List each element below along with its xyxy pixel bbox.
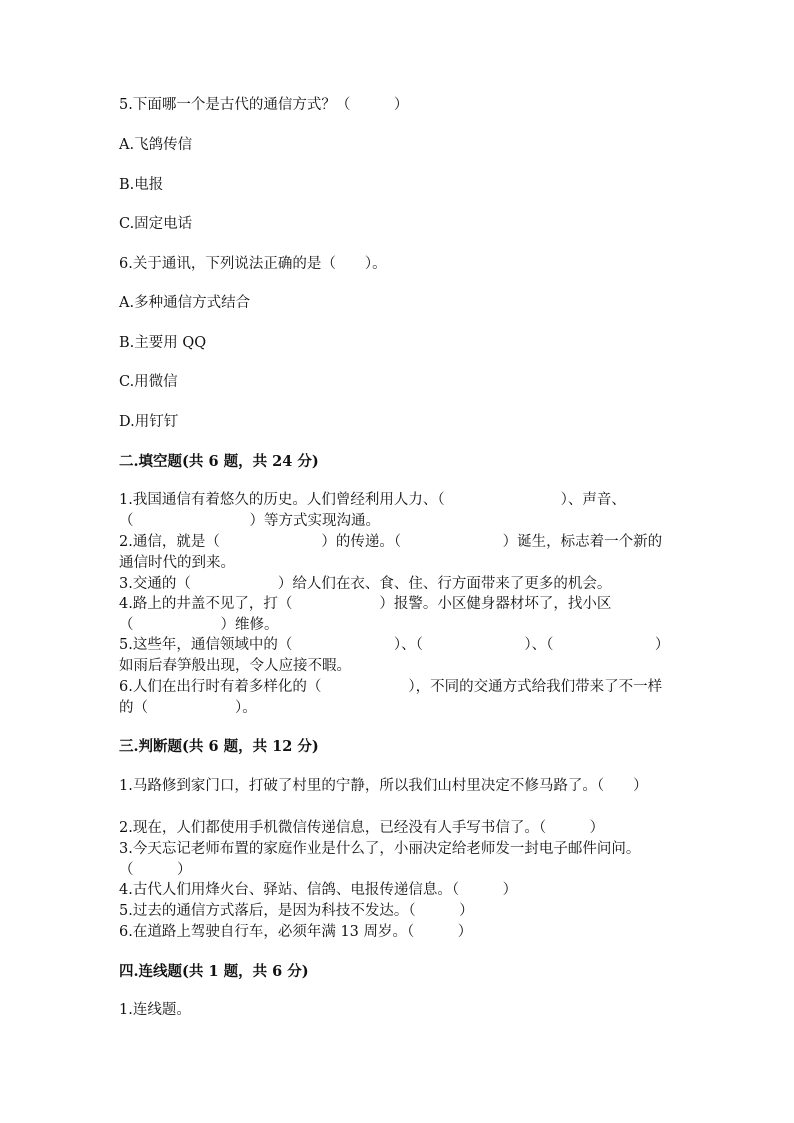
match-item-1: 1.连线题。: [119, 1002, 191, 1018]
section-title-match: 四.连线题(共 1 题，共 6 分): [119, 963, 309, 980]
fill-item-1: 1.我国通信有着悠久的历史。人们曾经利用人力、（ ）、声音、（ ）等方式实现沟通。: [119, 492, 626, 529]
section-title-judge: 三.判断题(共 6 题，共 12 分): [119, 738, 319, 755]
judge-item-3: 3.今天忘记老师布置的家庭作业是什么了，小丽决定给老师发一封电子邮件问问。（ ）: [119, 841, 641, 878]
q6-option-d: D.用钉钉: [119, 414, 179, 430]
q5-option-a: A.飞鸽传信: [119, 137, 193, 153]
q6-stem: 6.关于通讯，下列说法正确的是（ ）。: [119, 256, 387, 272]
q6-option-b: B.主要用 QQ: [119, 335, 207, 351]
fill-item-4: 4.路上的井盖不见了，打（ ）报警。小区健身器材坏了，找小区（ ）维修。: [119, 596, 612, 633]
fill-item-3: 3.交通的（ ）给人们在衣、食、住、行方面带来了更多的机会。: [119, 576, 612, 592]
fill-item-5: 5.这些年，通信领域中的（ ）、（ ）、（ ）如雨后春笋般出现，令人应接不暇。: [119, 637, 670, 674]
judge-item-5: 5.过去的通信方式落后，是因为科技不发达。（ ）: [119, 903, 474, 919]
fill-item-2: 2.通信，就是（ ）的传递。（ ）诞生，标志着一个新的通信时代的到来。: [119, 534, 663, 571]
q5-stem: 5.下面哪一个是古代的通信方式？（ ）: [119, 97, 409, 113]
fill-item-6: 6.人们在出行时有着多样化的（ ），不同的交通方式给我们带来了不一样的（ ）。: [119, 679, 663, 716]
q6-option-a: A.多种通信方式结合: [119, 295, 251, 311]
judge-item-1: 1.马路修到家门口，打破了村里的宁静，所以我们山村里决定不修马路了。（ ）: [119, 778, 648, 794]
judge-item-6: 6.在道路上驾驶自行车，必须年满 13 周岁。（ ）: [119, 924, 473, 940]
q5-option-b: B.电报: [119, 177, 164, 193]
q5-option-c: C.固定电话: [119, 216, 193, 232]
judge-item-2: 2.现在，人们都使用手机微信传递信息，已经没有人手写书信了。（ ）: [119, 820, 605, 836]
section-title-fill: 二.填空题(共 6 题，共 24 分): [119, 453, 319, 470]
judge-item-4: 4.古代人们用烽火台、驿站、信鸽、电报传递信息。（ ）: [119, 882, 518, 898]
q6-option-c: C.用微信: [119, 374, 178, 390]
